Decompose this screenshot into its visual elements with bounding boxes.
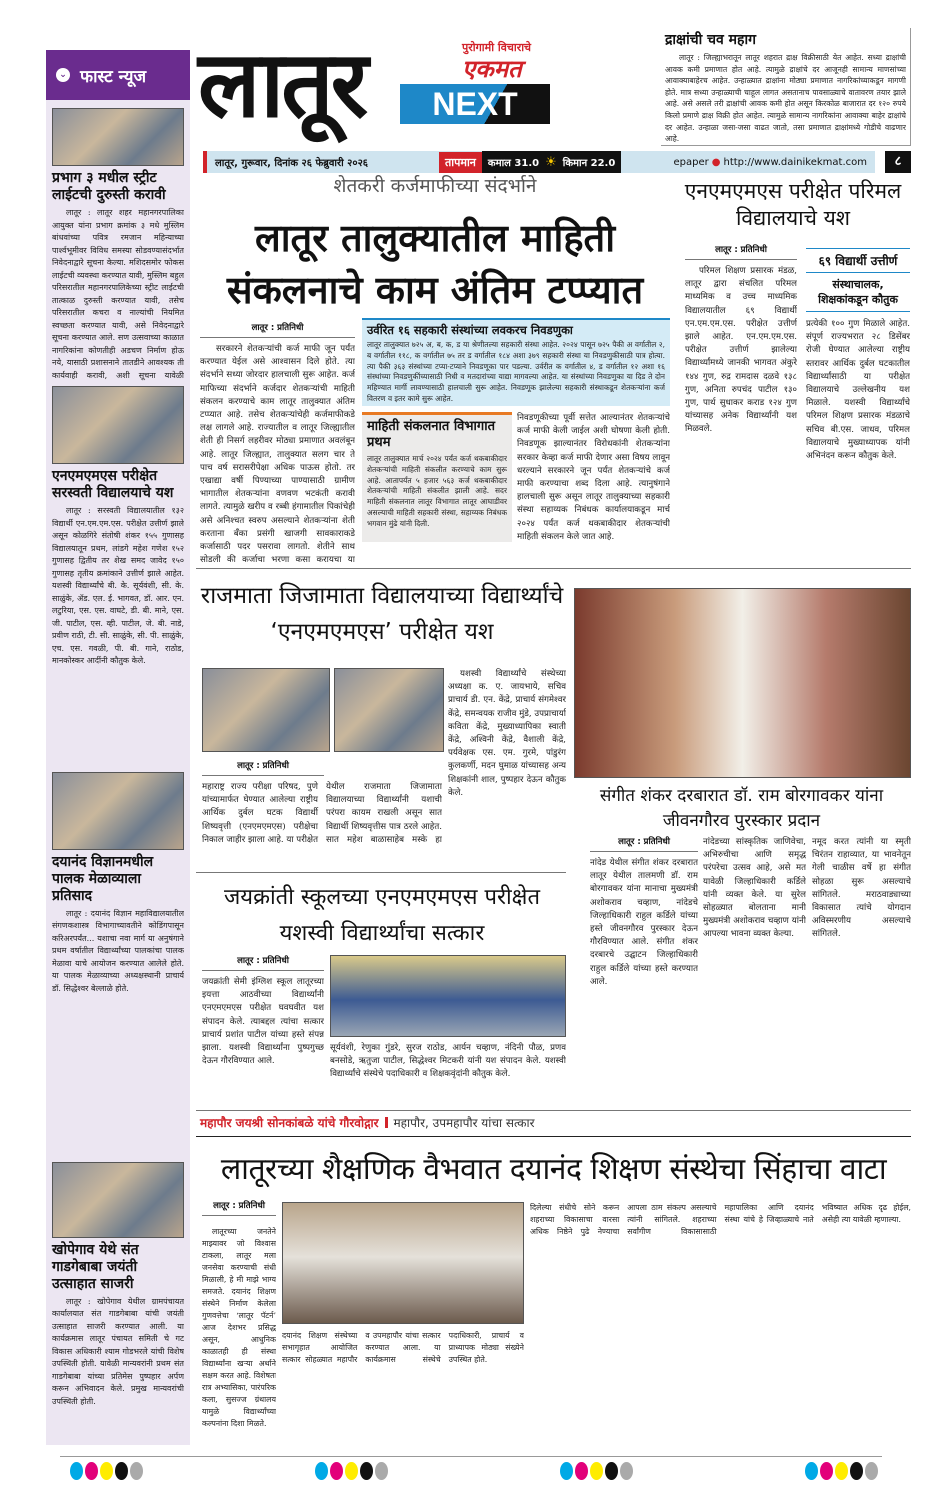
sun-icon: ☀ bbox=[545, 154, 557, 170]
lead-headline: लातूर तालुक्यातील माहिती संकलनाचे काम अंतिम टप्प्यात bbox=[226, 216, 644, 312]
ekmat-logo: एकमत bbox=[462, 55, 522, 83]
news-photo bbox=[52, 386, 184, 464]
search-icon: ● bbox=[711, 156, 721, 168]
registration-dot bbox=[820, 1462, 833, 1480]
jaykranti-headline: जयक्रांती स्कूलच्या एनएमएमएस परीक्षेत यशस्वी विद्यार्थ्यांचा सत्कार bbox=[223, 885, 540, 946]
news-photo bbox=[202, 668, 330, 752]
chevron-down-icon: ⌄ bbox=[56, 68, 70, 82]
news-body: लातूर : सरस्वती विद्यालयातील १३२ विद्यार्थी एन.एम.एम.एस. परीक्षेत उत्तीर्ण झाले असून कोळगिरे संतोषी शंकर १५५ गुणासह विद्यालयातून प्रथम, लांडगे महेश गणेश १५२ गुणासह द्वितीय तर शेख समद जावेद १५० गुणासह तृतीय क्रमांकाने उत्तीर्ण झाले आहेत. यशस्वी विद्यार्थ्यांचे बी. के. सूर्यवंशी, सी. के. साळुंके, ॲड. एल. ई. भागवत, डॉ. आर. एन. लटुरिया, एस. एस. वाघटे, डी. बी. माने, एस. जी. पाटील, एस. व्ही. पाटील, जे. बी. नाडे, प्रवीण राठी, टी. सी. साळुंके, सी. पी. साळुंके, एच. एस. गवळी, पी. बी. गाने, राठोड, मानकोस्कर आदींनी कौतुक केले. bbox=[52, 506, 184, 665]
tagline: पुरोगामी विचाराचे bbox=[462, 41, 532, 54]
event-photo bbox=[282, 1202, 524, 1324]
news-photo bbox=[334, 668, 444, 752]
award-photo bbox=[574, 588, 911, 778]
parimal-subhead: संस्थाचालक, शिक्षकांकडून कौतुक bbox=[806, 273, 910, 312]
registration-dot bbox=[575, 1462, 588, 1480]
news-body: लातूर : दयानंद विज्ञान महाविद्यालयातील संगणकशास्त्र विभागाच्यावतीने कोडिंगपासून करिअरपर्यंत... यशाचा नवा मार्ग या अनुषंगाने प्रथम वर्षातील विद्यार्थ्यांच्या पालकांचा पालक मेळावा याचे आयोजन करण्यात आलेले होते. या पालक मेळाव्याच्या अध्यक्षस्थानी प्राचार्य डॉ. सिद्धेश्वर बेल्लाळे होते. bbox=[52, 908, 184, 993]
news-photo bbox=[52, 772, 184, 850]
date-bar: लातूर, गुरूवार, दिनांक २६ फेब्रुवारी २०२६ तापमान कमाल 31.0 ☀ किमान 22.0 epaper ● http://www.dainikekmat.com bbox=[203, 151, 875, 173]
dayanand-strap: महापौर जयश्री सोनकांबळे यांचे गौरवोद्गार महापौर, उपमहापौर यांचा सत्कार bbox=[200, 1116, 535, 1130]
sangeet-headline: संगीत शंकर दरबारात डॉ. राम बोरगावकर यांना जीवनगौरव पुरस्कार प्रदान bbox=[599, 786, 884, 831]
registration-dot bbox=[345, 1462, 358, 1480]
edition-date: लातूर, गुरूवार, दिनांक २६ फेब्रुवारी २०२६ bbox=[215, 158, 368, 169]
parimal-subhead: ६९ विद्यार्थी उत्तीर्ण bbox=[806, 248, 910, 273]
registration-dot bbox=[620, 1462, 633, 1480]
fast-news-header: ⌄ फास्ट न्यूज bbox=[46, 50, 190, 100]
next-logo: NEXT bbox=[400, 84, 550, 124]
epaper-link[interactable]: http://www.dainikekmat.com bbox=[723, 156, 867, 168]
registration-dot bbox=[70, 1462, 83, 1480]
news-photo bbox=[52, 108, 184, 166]
fast-news-sidebar bbox=[46, 50, 190, 1445]
news-body: लातूर : खोपेगाव येथील ग्रामपंचायत कार्यालयात संत गाडगेबाबा यांची जयंती उत्साहात साजरी करण्यात आली. या कार्यक्रमास लातूर पंचायत समिती चे गट विकास अधिकारी श्याम गोडभरले यांची विशेष उपस्थिती होती. यावेळी मान्यवरांनी प्रथम संत गाडगेबाबा यांच्या प्रतिमेस पुष्पहार अर्पण करून अभिवादन केले. प्रमुख मान्यवरांची उपस्थिती होती. bbox=[52, 1296, 184, 1406]
registration-dot bbox=[375, 1462, 388, 1480]
news-headline: प्रभाग ३ मधील स्ट्रीट लाईटची दुरुस्ती करावी bbox=[52, 170, 166, 203]
dayanand-headline: लातूरच्या शैक्षणिक वैभवात दयानंद शिक्षण संस्थेचा सिंहाचा वाटा bbox=[220, 1152, 887, 1187]
masthead-title: लातूर bbox=[198, 31, 366, 138]
news-body: लातूर : लातूर शहर महानगरपालिका आयुक्त यांना प्रभाग क्रमांक ३ मधे मुस्लिम बांधवांच्या पवित्र रमजान महिन्याच्या पार्श्वभूमीवर विविध समस्या सोडवण्यासंदर्भात निवेदनाद्वारे सूचना केल्या. मशिदसमोर फोकस लाईटची व्यवस्था करण्यात यावी, मुस्लिम बहुल परिसरातील महानगरपालिकेच्या स्ट्रीट लाईटची तात्काळ दुरुस्ती करण्यात यावी, तसेच परिसरातील कचरा व नाल्यांची नियमित स्वच्छता करण्यात यावी, असे निवेदनाद्वारे सूचना करण्यात आले. सण उत्सवाच्या काळात नागरिकांना कोणतीही अडचण निर्माण होऊ नये, यासाठी प्रशासनाने तातडीने आवश्यक ती कार्यवाही करावी, अशी सूचना यावेळी bbox=[52, 208, 184, 380]
registration-dot bbox=[805, 1462, 818, 1480]
registration-dot bbox=[850, 1462, 863, 1480]
dateline: लातूर : प्रतिनिधी bbox=[200, 322, 355, 338]
lead-body-continued: निवडणूकीच्या पूर्वी सत्तेत आल्यानंतर शेतकऱ्यांचे कर्ज माफी केली जाईल अशी घोषणा केली होती. निवडणूक झाल्यानंतर विरोधकांनी शेतकऱ्यांना सरकार केव्हा कर्ज माफी देणार असा विषय लावून धरल्याने सरकारने जून पर्यंत शेतकऱ्यांचे कर्ज माफी करण्याचा शब्द दिला आहे. त्यानुषंगाने हालचाली सुरू असून लातूर तालुक्याच्या सहकारी संस्था सहाय्यक निबंधक कार्यालयाकडून मार्च २०२४ पर्यंत कर्ज थकबाकीदार शेतकऱ्यांची माहिती संकलन केले जात आहे. bbox=[517, 413, 670, 542]
news-headline: एनएमएमएस परीक्षेत सरस्वती विद्यालयाचे यश bbox=[52, 468, 174, 501]
news-photo bbox=[52, 1162, 184, 1238]
registration-dot bbox=[360, 1462, 373, 1480]
registration-dot bbox=[315, 1462, 328, 1480]
registration-dot bbox=[115, 1462, 128, 1480]
news-headline: दयानंद विज्ञानमधील पालक मेळाव्याला प्रतिसाद bbox=[52, 853, 154, 904]
temperature-panel: कमाल 31.0 ☀ किमान 22.0 bbox=[482, 151, 621, 173]
rajmata-headline: राजमाता जिजामाता विद्यालयाच्या विद्यार्थ्यांचे ‘एनएमएमएस’ परीक्षेत यश bbox=[200, 583, 564, 645]
registration-dot bbox=[590, 1462, 603, 1480]
parimal-headline: एनएमएमएस परीक्षेत परिमल विद्यालयाचे यश bbox=[684, 179, 902, 230]
info-box: माहिती संकलनात विभागात प्रथम लातूर तालुक्यात मार्च २०२४ पर्यंत कर्ज थकबाकीदार शेतकऱ्यांची माहिती संकलीत करण्याचे काम सुरू आहे. आतापर्यंत ५ हजार ५६३ कर्ज थकबाकीदार शेतकऱ्यांची माहिती संकलीत झाली आहे. सदर माहिती संकलनात लातूर विभागात लातूर आघाडीवर असल्याची माहिती सहकारी संस्था, सहाय्यक निबंधक भगवान मुंढे यांनी दिली. bbox=[362, 412, 512, 542]
registration-dot bbox=[605, 1462, 618, 1480]
registration-dot bbox=[100, 1462, 113, 1480]
page-number: ८ bbox=[885, 151, 911, 173]
news-photo bbox=[330, 955, 566, 1037]
lead-body: सरकारने शेतकऱ्यांची कर्ज माफी जून पर्यंत करण्यात येईल असे आश्वासन दिले होते. त्या संदर्भाने सध्या जोरदार हालचाली सुरू आहेत. कर्ज माफिच्या संदर्भाने कर्जदार शेतकऱ्यांची माहिती संकलन करण्याचे काम लातूर तालुक्यात अंतिम टप्प्यात आहे. तसेच शेतकऱ्यांचेही कर्जमाफीकडे लक्ष लागले आहे. राज्यातील व लातूर जिल्ह्यातील शेती ही निसर्ग लहरीवर मोठ्या प्रमाणात अवलंबून आहे. लातूर जिल्ह्यात, तालुक्यात सलग चार ते पाच वर्ष सरासरीपेक्षा अधिक पाऊस होतो. तर एखाद्या वर्षी पिण्याच्या पाण्यासाठी ग्रामीण भागातील शेतकऱ्यांना वणवण भटकंती करावी लागते. त्यामुळे खरीप व रब्बी हंगामातील पिकांचेही असे अनिश्चत स्वरुप असल्याने शेतकऱ्यांना शेती करताना बँका प्रसंगी खाजगी सावकाराकडे कर्जासाठी पदर पसरावा लागतो. शेतीने साथ सोडली की कर्जाचा भरणा कसा करायचा या bbox=[200, 344, 355, 566]
lead-kicker: शेतकरी कर्जमाफीच्या संदर्भाने bbox=[333, 175, 537, 197]
registration-dot bbox=[835, 1462, 848, 1480]
elections-box: उर्वरित १६ सहकारी संस्थांच्या लवकरच निवडणुका लातूर तालुक्यात ७२५ अ, ब, क, ड या श्रेणीतल्या सहकारी संस्था आहेत. २०२४ पासून ७२५ पैकी अ वर्गातील २, ब वर्गातील ११८, क वर्गातील ७५ तर ड वर्गातील १८४ अशा ३७९ सहकारी संस्था या निवडणुकीसाठी पात्र होत्या. त्या पैकी ३६३ संस्थांच्या टप्या-टप्याने निवडणूका पार पडल्या. उर्वरीत क वर्गातील ४, ड वर्गातील १२ अशा १६ संस्थांच्या निवडणुकींच्यासाठी निधी व मतदारांच्या याद्या मागवल्या आहेत. या संस्थांच्या निवडणुका या दिड ते दोन महिण्यात मार्गी लावण्यासाठी हालचाली सुरू आहेत. निवडणूक झालेल्या सहकारी संस्थाकडून शेतकऱ्यांना कर्ज वितरण व इतर कामे सुरू आहेत. bbox=[362, 318, 670, 406]
registration-dot bbox=[330, 1462, 343, 1480]
news-headline: खोपेगाव येथे संत गाडगेबाबा जयंती उत्साहात साजरी bbox=[52, 1241, 139, 1292]
registration-dot bbox=[130, 1462, 143, 1480]
registration-dot bbox=[85, 1462, 98, 1480]
brief-box: द्राक्षांची चव महाग लातूर : जिल्ह्याभरातून लातूर शहरात द्राक्ष विक्रीसाठी येत आहेत. सध्या द्राक्षांची आवक कमी प्रमाणात होत आहे. त्यामुळे द्राक्षांचे दर आजूनही सामान्य माणसांच्या आवाक्याबाहेरच आहेत. उन्हाळ्यात द्राक्षांना मोठ्या प्रमाणात नागरिकांच्याकडून मागणी होते. मात्र सध्या उन्हाळ्याची चाहूल लागत असतानाच पावसाळ्याचे वातावरण तयार झाले आहे. असे असले तरी द्राक्षांची आवक कमी होत असून किरकोळ बाजारात दर १२० रुपये किलो प्रमाणे द्राक्ष विक्री होत आहेत. त्यामुळे सामान्य नागरिकांना आवाक्या बाहेर द्राक्षांचे दर आहेत. उन्हाळा जसा-जसा वाढत जातो, तसा प्रमाणात द्राक्षांमध्ये गोडीचे वाढणार आहे. bbox=[661, 28, 911, 146]
registration-marks bbox=[0, 1462, 945, 1482]
registration-dot bbox=[865, 1462, 878, 1480]
temperature-label: तापमान bbox=[439, 152, 482, 173]
brief-title: द्राक्षांची चव महाग bbox=[665, 32, 756, 48]
registration-dot bbox=[560, 1462, 573, 1480]
